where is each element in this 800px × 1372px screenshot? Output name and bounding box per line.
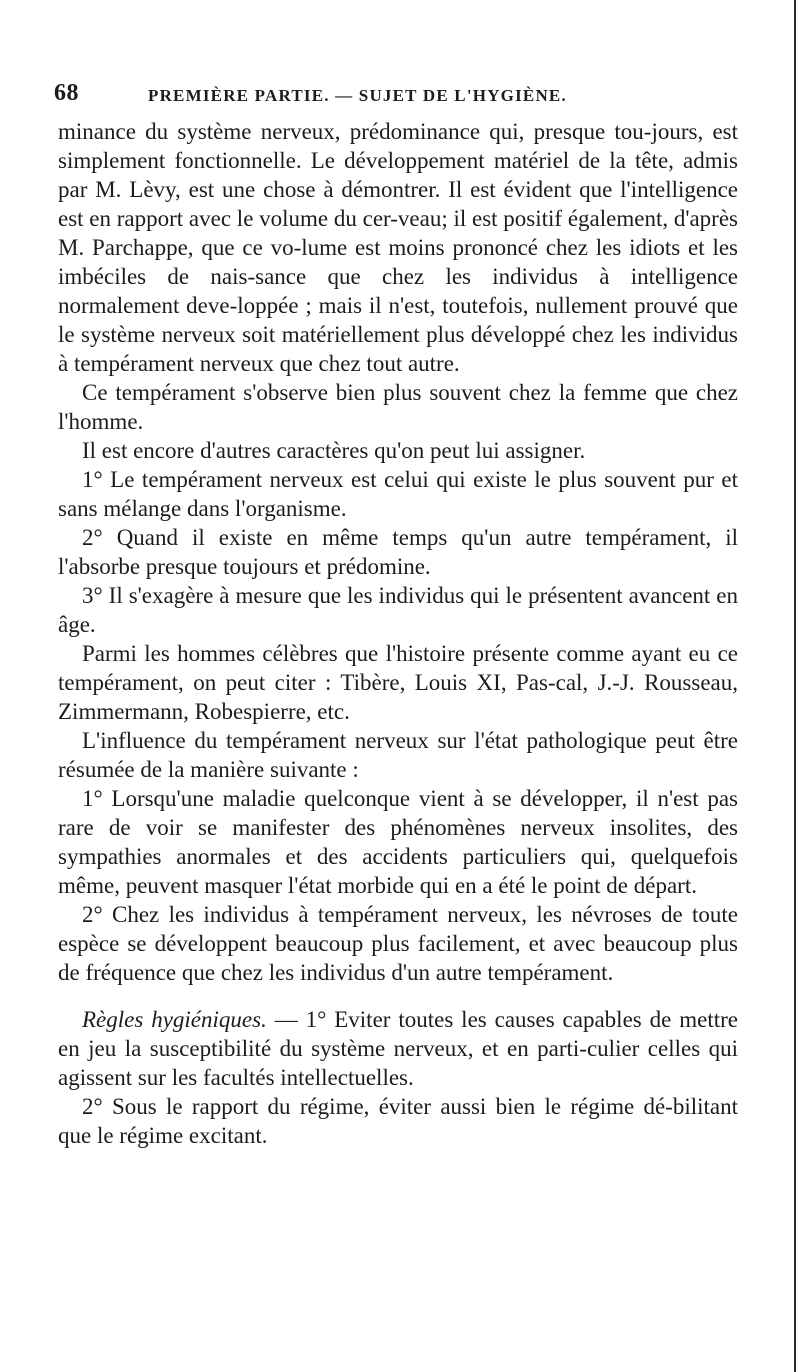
hygiene-rule-2: 2° Sous le rapport du régime, éviter aussi bien le régime dé-bilitant que le régime excitant. <box>58 1094 738 1148</box>
list-item-1: 1° Le tempérament nerveux est celui qui existe le plus souvent pur et sans mélange dans l'organisme. <box>58 467 738 521</box>
list-item-3: 3° Il s'exagère à mesure que les individus qui le présentent avancent en âge. <box>58 583 738 637</box>
body-text <box>58 117 738 1150</box>
page-number: 68 <box>54 80 79 106</box>
paragraph-women: Ce tempérament s'observe bien plus souvent chez la femme que chez l'homme. <box>58 380 738 434</box>
paragraph-hygiene-rules <box>58 1005 738 1092</box>
book-page <box>54 80 739 1150</box>
pathology-item-1: 1° Lorsqu'une maladie quelconque vient à se développer, il n'est pas rare de voir se manifester des phénomènes nerveux insolites, des sympathies anormales et des accidents particuliers qui, quelquefois même, peuvent masquer l'état morbide qui en a été le point de départ. <box>58 786 738 898</box>
running-head <box>54 80 738 110</box>
hygiene-rule-1: — 1° Eviter toutes les causes capables de mettre en jeu la susceptibilité du système nerveux, et en parti-culier celles qui agissent sur les facultés intellectuelles. <box>58 1007 738 1090</box>
list-item-2: 2° Quand il existe en même temps qu'un autre tempérament, il l'absorbe presque toujours et prédomine. <box>58 525 738 579</box>
paragraph-pathology-intro: L'influence du tempérament nerveux sur l'état pathologique peut être résumée de la manière suivante : <box>58 728 738 782</box>
hygiene-rules-heading: Règles hygiéniques. <box>82 1007 267 1032</box>
page-edge-rule <box>794 0 796 1372</box>
paragraph-characters-intro: Il est encore d'autres caractères qu'on peut lui assigner. <box>82 438 586 463</box>
running-title: PREMIÈRE PARTIE. — SUJET DE L'HYGIÈNE. <box>148 86 567 105</box>
paragraph-nervous-system: minance du système nerveux, prédominance qui, presque tou-jours, est simplement fonctionnelle. Le développement matériel de la tête, admis par M. Lèvy, est une chose à démontrer. Il est évident que l'intelligence est en rapport avec le volume du cer-veau; il est positif également, d'après M. Parchappe, que ce vo-lume est moins prononcé chez les idiots et les imbéciles de nais-sance que chez les individus à intelligence normalement deve-loppée ; mais il n'est, toutefois, nullement prouvé que le système nerveux soit matériellement plus développé chez les individus à tempérament nerveux que chez tout autre. <box>58 119 739 376</box>
paragraph-famous-men: Parmi les hommes célèbres que l'histoire présente comme ayant eu ce tempérament, on peut citer : Tibère, Louis XI, Pas-cal, J.-J. Rousseau, Zimmermann, Robespierre, etc. <box>58 641 738 724</box>
pathology-item-2: 2° Chez les individus à tempérament nerveux, les névroses de toute espèce se développent beaucoup plus facilement, et avec beaucoup plus de fréquence que chez les individus d'un autre tempérament. <box>58 902 738 985</box>
